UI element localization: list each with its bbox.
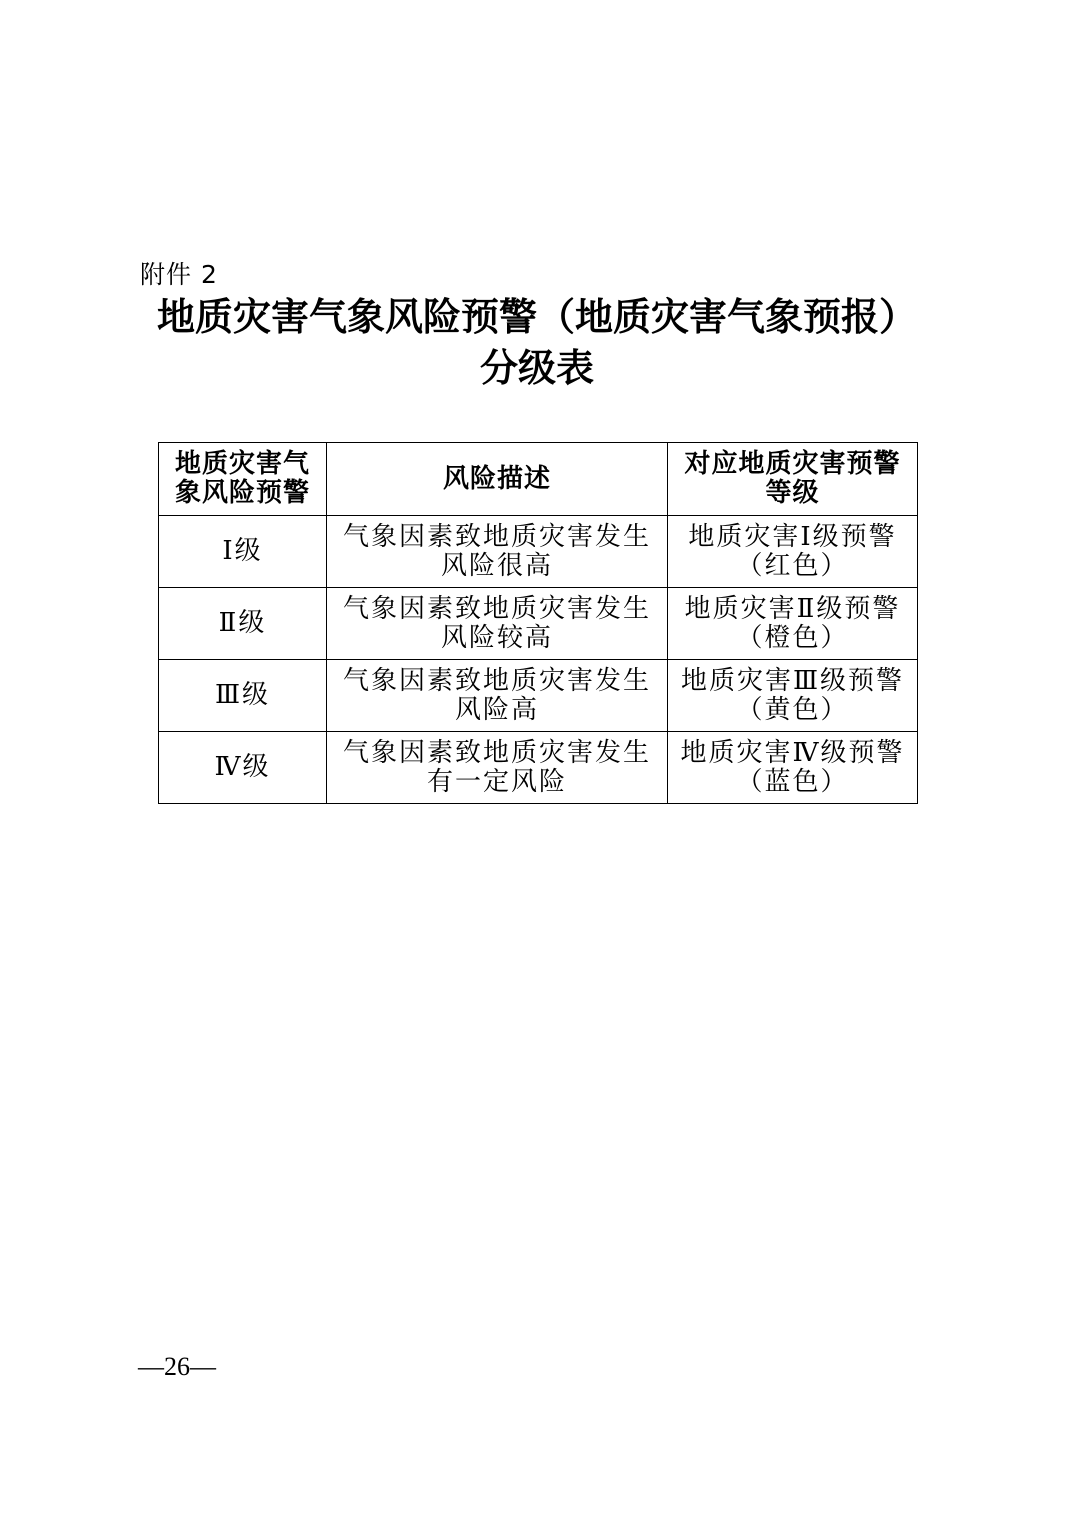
header-risk-description: 风险描述 (327, 443, 668, 516)
page-number: —26— (138, 1352, 216, 1381)
warning-grade-table (158, 442, 918, 804)
table-row (159, 588, 918, 660)
level-cell: Ⅱ级 (159, 588, 327, 660)
header-corresponding-grade: 对应地质灾害预警等级 (668, 443, 918, 516)
table-row (159, 660, 918, 732)
grade-cell: 地质灾害Ⅳ级预警（蓝色） (668, 732, 918, 804)
description-cell: 气象因素致地质灾害发生风险高 (327, 660, 668, 732)
document-title: 地质灾害气象风险预警（地质灾害气象预报） (156, 295, 917, 339)
table-row (159, 516, 918, 588)
level-cell: Ⅰ级 (159, 516, 327, 588)
table-header-row (159, 443, 918, 516)
level-cell: Ⅳ级 (159, 732, 327, 804)
table-row (159, 732, 918, 804)
grade-cell: 地质灾害Ⅲ级预警（黄色） (668, 660, 918, 732)
description-cell: 气象因素致地质灾害发生有一定风险 (327, 732, 668, 804)
level-cell: Ⅲ级 (159, 660, 327, 732)
description-cell: 气象因素致地质灾害发生风险很高 (327, 516, 668, 588)
grade-cell: 地质灾害Ⅰ级预警（红色） (668, 516, 918, 588)
attachment-label: 附件 2 (140, 260, 218, 289)
grade-cell: 地质灾害Ⅱ级预警（橙色） (668, 588, 918, 660)
document-title-line2: 分级表 (479, 346, 594, 390)
header-warning-level: 地质灾害气象风险预警 (159, 443, 327, 516)
description-cell: 气象因素致地质灾害发生风险较高 (327, 588, 668, 660)
